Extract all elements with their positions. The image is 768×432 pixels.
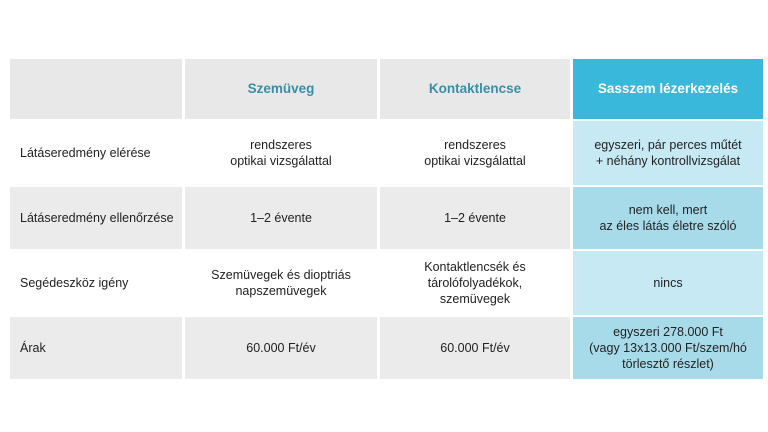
table-cell: 60.000 Ft/év: [185, 317, 377, 379]
header-cell-contact-lens: Kontaktlencse: [380, 59, 570, 119]
header-cell-laser: Sasszem lézerkezelés: [573, 59, 763, 119]
table-row: [10, 121, 763, 185]
table-row: [10, 251, 763, 315]
table-header-row: [10, 59, 763, 119]
row-label: Látáseredmény ellenőrzése: [10, 187, 182, 249]
table-cell: Kontaktlencsék és tárolófolyadékok, szemüvegek: [380, 251, 570, 315]
table-cell: 1–2 évente: [185, 187, 377, 249]
header-cell-empty: [10, 59, 182, 119]
table-cell-highlight: nincs: [573, 251, 763, 315]
row-label: Segédeszköz igény: [10, 251, 182, 315]
table-cell-highlight: nem kell, mert az éles látás életre szóló: [573, 187, 763, 249]
table-cell-highlight: egyszeri 278.000 Ft (vagy 13x13.000 Ft/szem/hó törlesztő részlet): [573, 317, 763, 379]
table-row: [10, 317, 763, 379]
table-cell: 60.000 Ft/év: [380, 317, 570, 379]
table-cell: rendszeres optikai vizsgálattal: [380, 121, 570, 185]
table-cell-highlight: egyszeri, pár perces műtét + néhány kontrollvizsgálat: [573, 121, 763, 185]
table-cell: 1–2 évente: [380, 187, 570, 249]
table-cell: rendszeres optikai vizsgálattal: [185, 121, 377, 185]
table-cell: Szemüvegek és dioptriás napszemüvegek: [185, 251, 377, 315]
row-label: Látáseredmény elérése: [10, 121, 182, 185]
row-label: Árak: [10, 317, 182, 379]
comparison-table: [10, 59, 763, 381]
header-cell-glasses: Szemüveg: [185, 59, 377, 119]
table-row: [10, 187, 763, 249]
